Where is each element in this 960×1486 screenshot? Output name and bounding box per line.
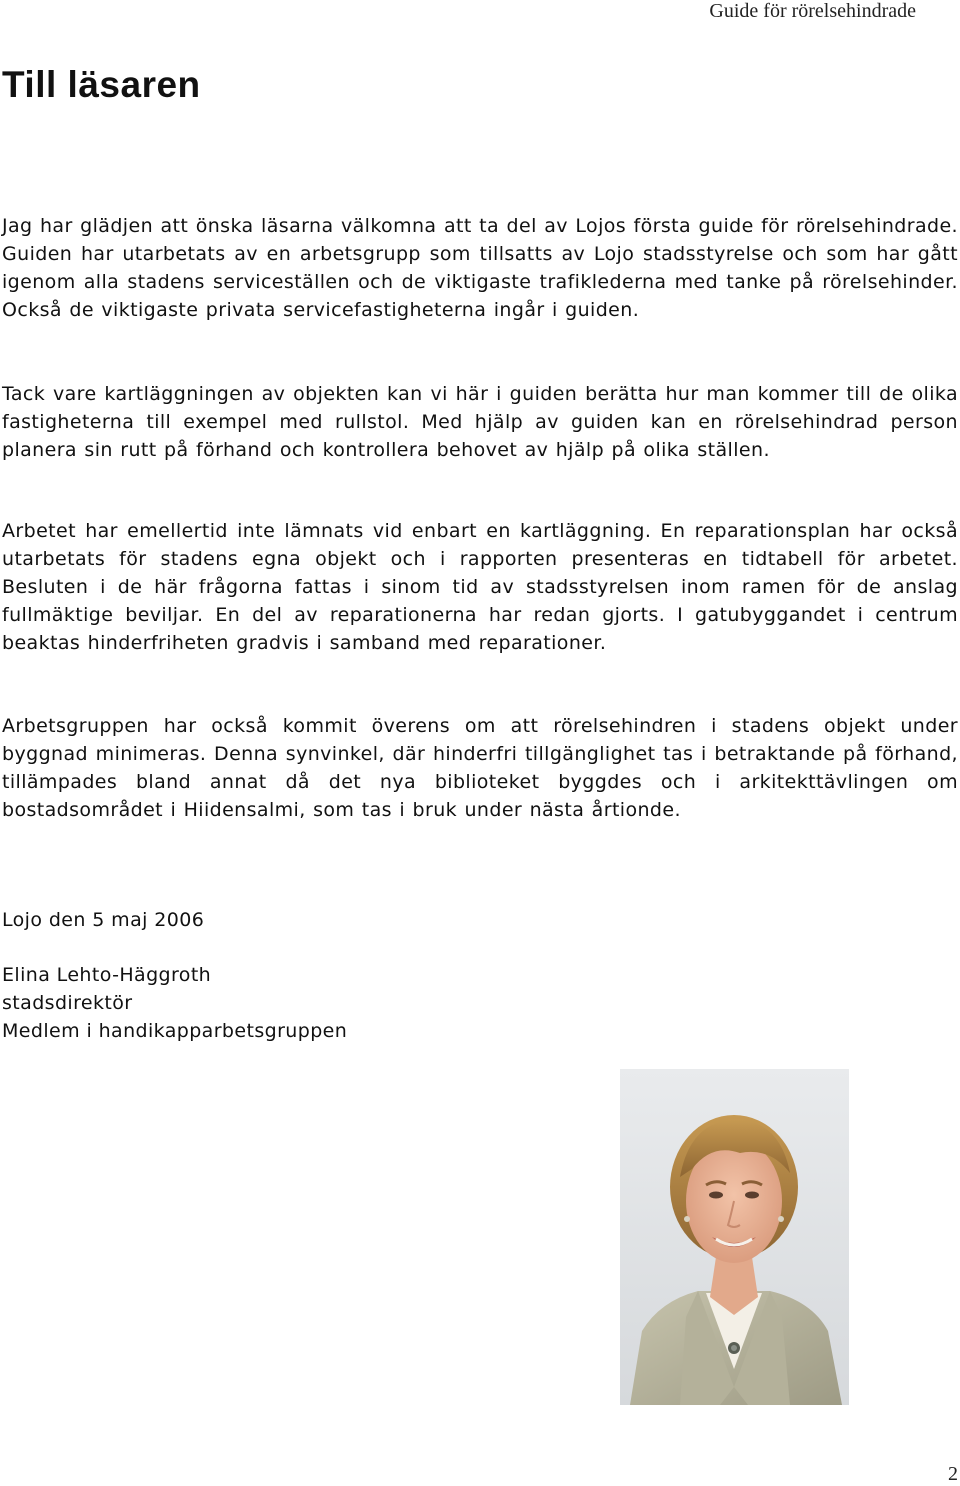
paragraph-repairs: Arbetet har emellertid inte lämnats vid enbart en kartläggning. En reparationsplan har också utarbetats för stadens egna objekt och i rapporten presenteras en tidtabell för arbetet. Besluten i de här frågorna fattas i sinom tid av stadsstyrelsen inom ramen för de anslag fullmäktige beviljar. En del av reparationerna har redan gjorts. I gatubyggandet i centrum beaktas hinderfriheten gradvis i samband med reparationer. bbox=[2, 520, 958, 654]
page-title: Till läsaren bbox=[2, 64, 201, 105]
running-header: Guide för rörelsehindrade bbox=[709, 0, 916, 22]
portrait-photo bbox=[620, 1069, 849, 1405]
signature-place-date: Lojo den 5 maj 2006 bbox=[2, 909, 205, 931]
signature-title: stadsdirektör bbox=[2, 992, 133, 1014]
paragraph-construction: Arbetsgruppen har också kommit överens om att rörelsehindren i stadens objekt under byggnad minimeras. Denna synvinkel, där hinderfri tillgänglighet tas i betraktande på förhand, tillämpades bland annat då det nya biblioteket byggdes och i arkitekttävlingen om bostadsområdet i Hiidensalmi, som tas i bruk under nästa årtionde. bbox=[2, 715, 958, 821]
signature-group: Medlem i handikapparbetsgruppen bbox=[2, 1020, 348, 1042]
paragraph-mapping: Tack vare kartläggningen av objekten kan vi här i guiden berätta hur man kommer till de olika fastigheterna till exempel med rullstol. Med hjälp av guiden kan en rörelsehindrad person planera sin rutt på förhand och kontrollera behovet av hjälp på olika ställen. bbox=[2, 383, 958, 461]
paragraph-welcome: Jag har glädjen att önska läsarna välkomna att ta del av Lojos första guide för rörelsehindrade. Guiden har utarbetats av en arbetsgrupp som tillsatts av Lojo stadsstyrelse och som har gått igenom alla stadens serviceställen och de viktigaste trafiklederna med tanke på rörelsehinder. Också de viktigaste privata servicefastigheterna ingår i guiden. bbox=[2, 215, 958, 321]
signature-name: Elina Lehto-Häggroth bbox=[2, 964, 212, 986]
page-number: 2 bbox=[948, 1463, 958, 1485]
